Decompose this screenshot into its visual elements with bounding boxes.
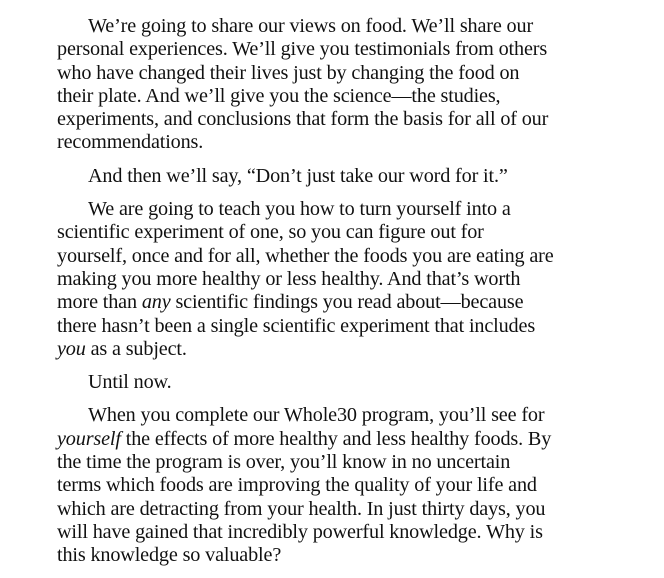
text-line [57,338,577,361]
text-run: more than [57,291,142,314]
text-line: terms which foods are improving the quality of your life and [57,474,537,497]
text-line: recommendations. [57,131,204,154]
text-line: the time the program is over, you’ll know in no uncertain [57,451,511,474]
text-line: who have changed their lives just by changing the food on [57,61,520,84]
text-line [57,291,577,314]
text-run: scientific findings you read about—because [170,291,524,314]
text-line [57,428,577,451]
text-line: which are detracting from your health. In just thirty days, you [57,497,546,520]
emphasis-text: yourself [57,427,121,450]
paragraph-experiment-of-one [57,198,577,361]
emphasis-text: any [141,291,171,314]
text-line: there hasn’t been a single scientific experiment that includes [57,314,536,337]
text-line: scientific experiment of one, so you can figure out for [57,221,484,244]
paragraph-views-on-food [57,15,577,155]
text-run: as a subject. [85,337,187,360]
text-line: experiments, and conclusions that form the basis for all of our [57,108,549,131]
text-line: their plate. And we’ll give you the science—the studies, [57,84,501,107]
text-line: When you complete our Whole30 program, you’ll see for [88,404,545,427]
emphasis-text: you [57,337,86,360]
text-line: will have gained that incredibly powerful knowledge. Why is [57,520,543,543]
text-line: We are going to teach you how to turn yourself into a [88,198,511,221]
text-run: the effects of more healthy and less healthy foods. By [120,427,552,450]
paragraph-until-now [57,371,577,394]
paragraph-whole30-program [57,404,577,567]
paragraph-take-our-word [57,165,577,188]
text-line: this knowledge so valuable? [57,544,282,567]
text-line: yourself, once and for all, whether the foods you are eating are [57,244,554,267]
text-line: We’re going to share our views on food. We’ll share our [88,15,534,37]
text-line: Until now. [88,371,172,394]
text-line: making you more healthy or less healthy. And that’s worth [57,267,521,290]
text-line: personal experiences. We’ll give you testimonials from others [57,38,548,61]
text-line: And then we’ll say, “Don’t just take our word for it.” [88,164,508,187]
document-page [57,15,577,578]
